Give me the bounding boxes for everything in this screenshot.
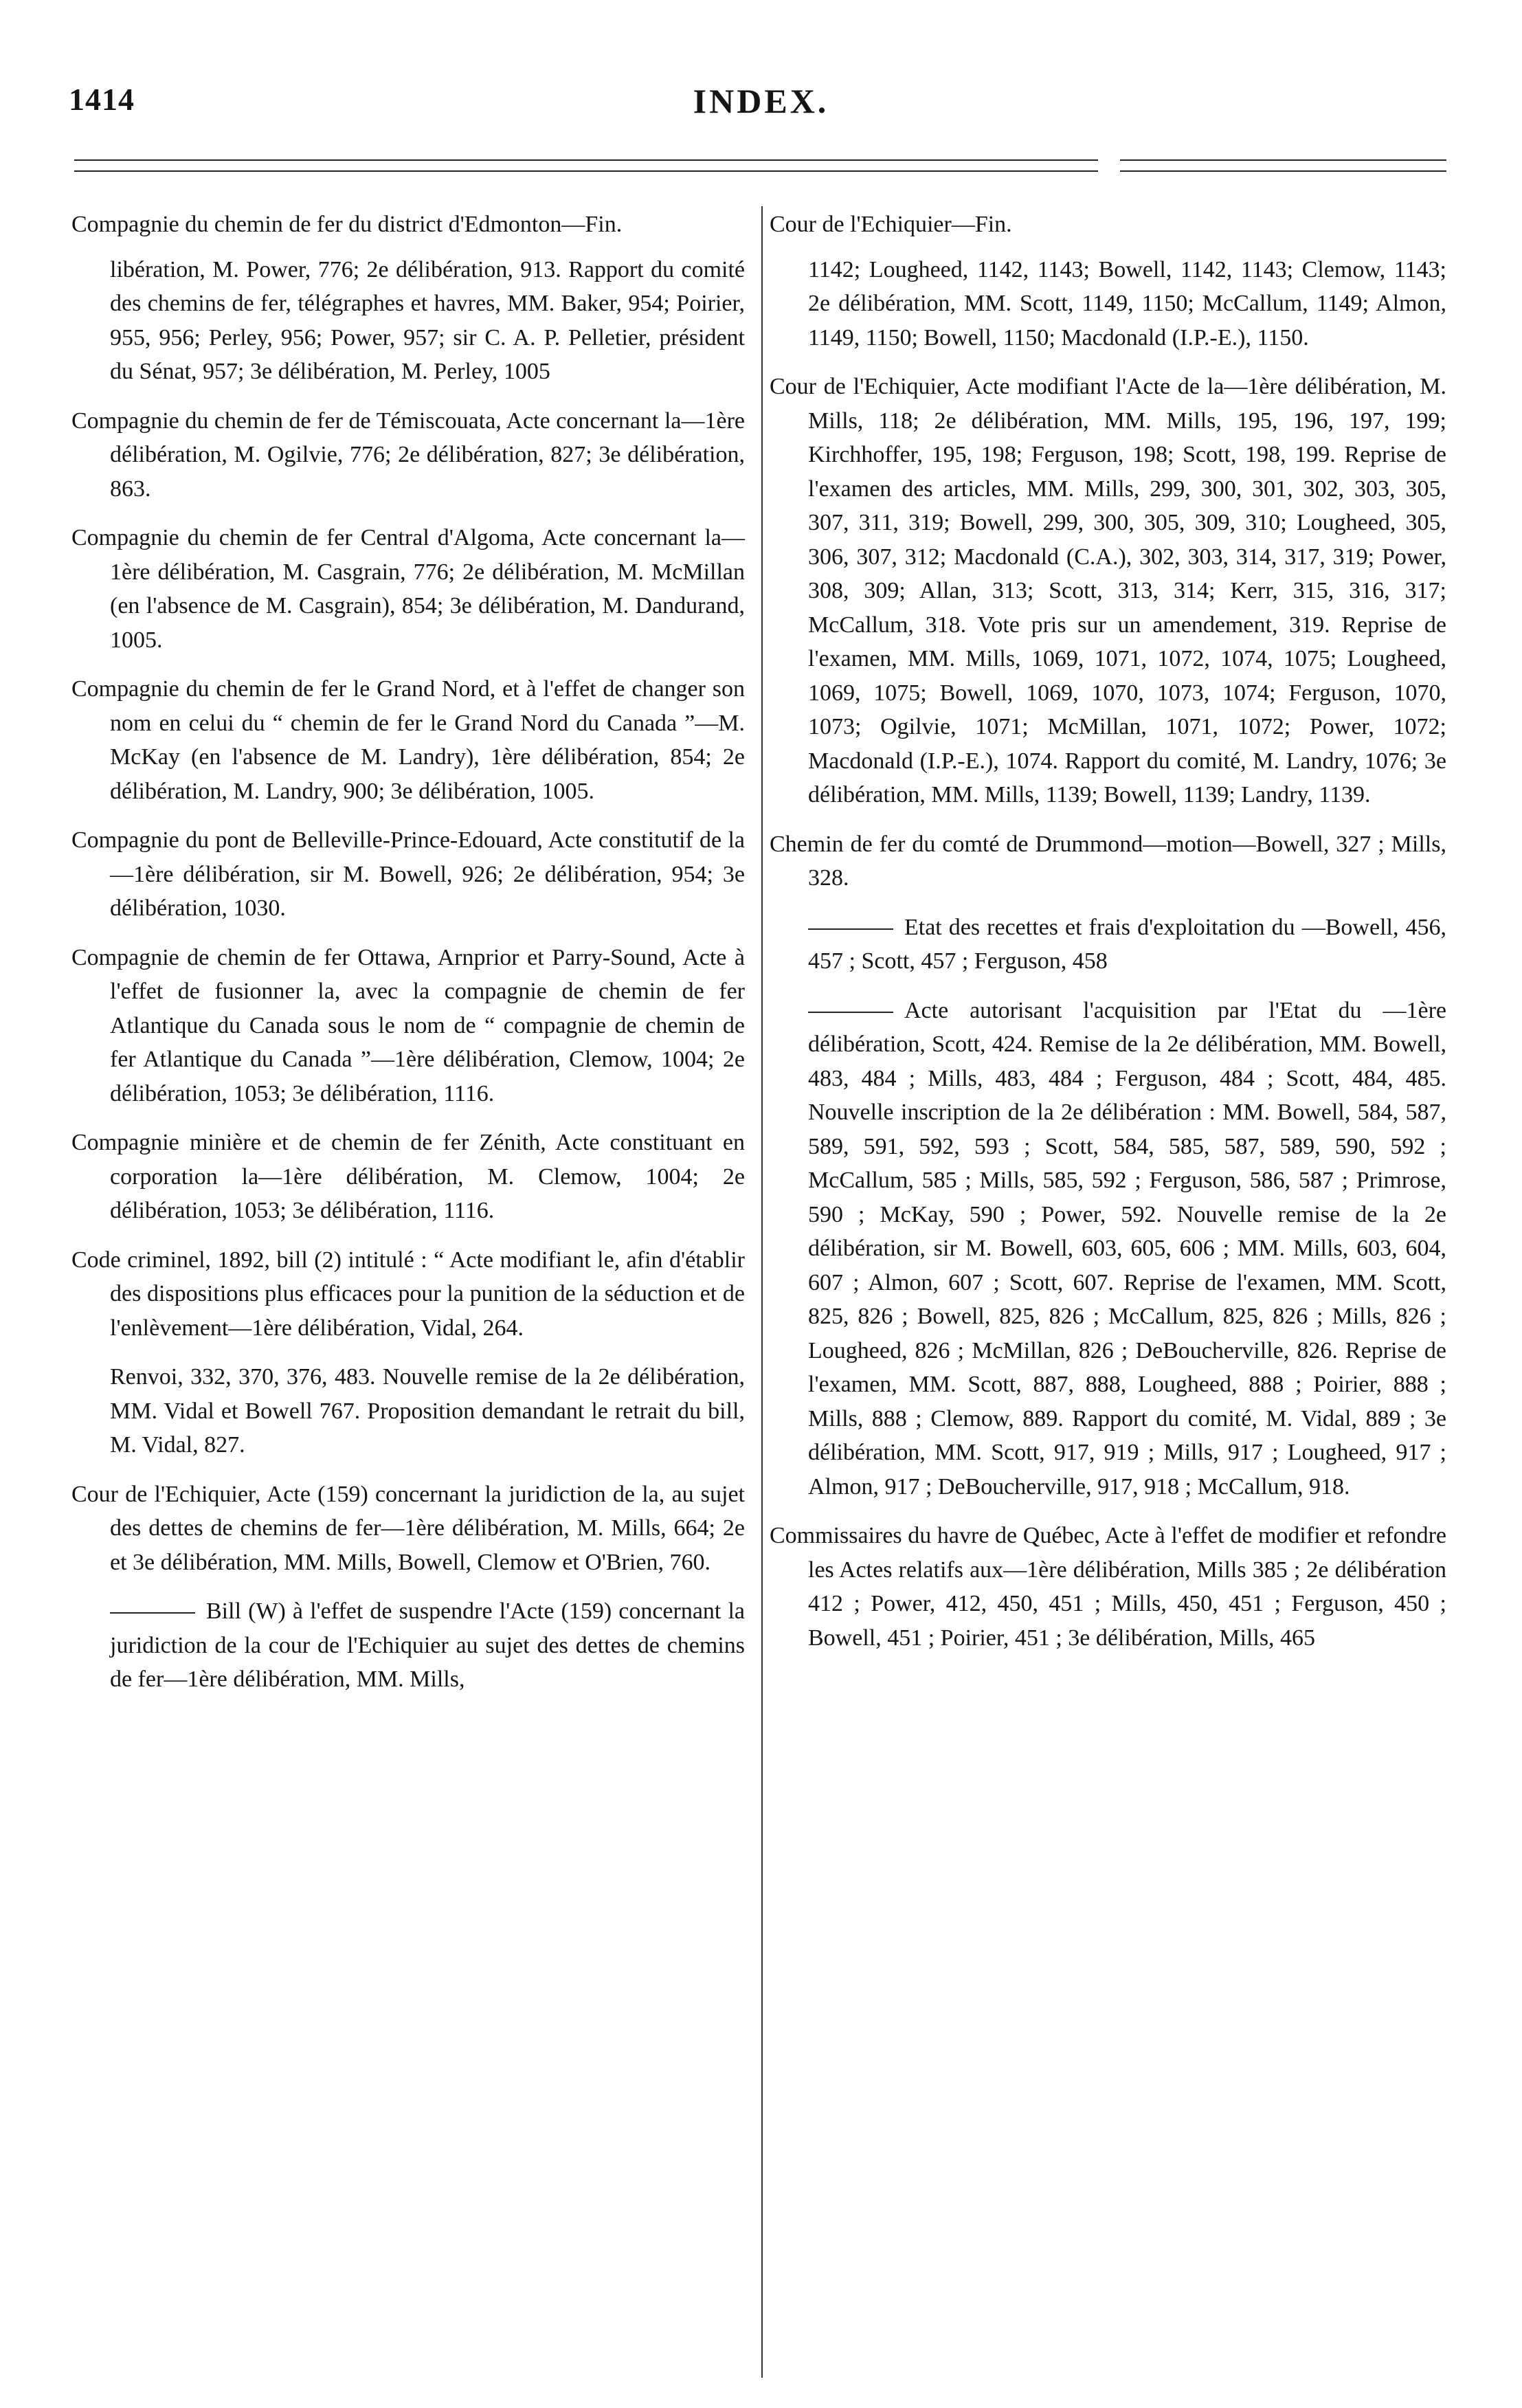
index-dash-entry xyxy=(71,1594,745,1697)
header-rule xyxy=(1120,159,1446,161)
index-dash-entry xyxy=(770,994,1446,1504)
index-entry-continuation: 1142; Lougheed, 1142, 1143; Bowell, 1142, 1143; Clemow, 1143; 2e délibération, MM. Scott, 1149, 1150; McCallum, 1149; Almon, 1149, 1150; Bowell, 1150; Macdonald (I.P.-E.), 1150. xyxy=(808,256,1446,350)
right-column xyxy=(770,208,1446,1670)
column-divider xyxy=(761,206,763,2378)
dash-entry-text: Etat des recettes et frais d'exploitation du —Bowell, 456, 457 ; Scott, 457 ; Ferguson, 458 xyxy=(808,914,1446,974)
header-rule xyxy=(74,170,1098,172)
index-dash-entry xyxy=(770,911,1446,979)
page-title: INDEX. xyxy=(693,82,829,120)
index-entry: Compagnie du chemin de fer Central d'Algoma, Acte concernant la—1ère délibération, M. Casgrain, 776; 2e délibération, M. McMillan (en l'absence de M. Casgrain), 854; 3e délibération, M. Dandurand, 1005. xyxy=(71,525,745,653)
ditto-dash xyxy=(110,1612,195,1614)
index-entry: Compagnie du chemin de fer le Grand Nord, et à l'effet de changer son nom en celui du “ chemin de fer le Grand Nord du Canada ”—M. McKay (en l'absence de M. Landry), 1ère délibération, 854; 2e délibération, M. Landry, 900; 3e délibération, 1005. xyxy=(71,676,745,804)
index-entry-continued-heading: Compagnie du chemin de fer du district d'Edmonton—Fin. xyxy=(71,212,623,237)
index-entry: Commissaires du havre de Québec, Acte à l'effet de modifier et refondre les Actes relatifs aux—1ère délibération, Mills 385 ; 2e délibération 412 ; Power, 412, 450, 451 ; Mills, 450, 451 ; Ferguson, 450 ; Bowell, 451 ; Poirier, 451 ; 3e délibération, Mills, 465 xyxy=(770,1523,1446,1651)
index-entry: Chemin de fer du comté de Drummond—motion—Bowell, 327 ; Mills, 328. xyxy=(770,831,1446,891)
index-subentry: Renvoi, 332, 370, 376, 483. Nouvelle remise de la 2e délibération, MM. Vidal et Bowell 767. Proposition demandant le retrait du bill, M. Vidal, 827. xyxy=(110,1364,745,1458)
index-entry-continued-heading: Cour de l'Echiquier—Fin. xyxy=(770,212,1012,237)
index-entry: Compagnie de chemin de fer Ottawa, Arnprior et Parry-Sound, Acte à l'effet de fusionner la, avec la compagnie de chemin de fer Atlantique du Canada sous le nom de “ compagnie de chemin de fer Atlantique du Canada ”—1ère délibération, Clemow, 1004; 2e délibération, 1053; 3e délibération, 1116. xyxy=(71,944,745,1106)
dash-entry-text: Bill (W) à l'effet de suspendre l'Acte (159) concernant la juridiction de la cour de l'Echiquier au sujet des dettes de chemins de fer—1ère délibération, MM. Mills, xyxy=(110,1598,745,1692)
header-rule xyxy=(74,159,1098,161)
index-entry: Compagnie du chemin de fer de Témiscouata, Acte concernant la—1ère délibération, M. Ogilvie, 776; 2e délibération, 827; 3e délibération, 863. xyxy=(71,408,745,502)
index-entry: Compagnie du pont de Belleville-Prince-Edouard, Acte constitutif de la—1ère délibération, sir M. Bowell, 926; 2e délibération, 954; 3e délibération, 1030. xyxy=(71,827,745,921)
header-rule xyxy=(1120,170,1446,172)
ditto-dash xyxy=(808,928,893,930)
index-entry: Compagnie minière et de chemin de fer Zénith, Acte constituant en corporation la—1ère délibération, M. Clemow, 1004; 2e délibération, 1053; 3e délibération, 1116. xyxy=(71,1130,745,1223)
dash-entry-text: Acte autorisant l'acquisition par l'Etat du —1ère délibération, Scott, 424. Remise de la 2e délibération, MM. Bowell, 483, 484 ; Mills, 483, 484 ; Ferguson, 484 ; Scott, 484, 485. Nouvelle inscription de la 2e délibération : MM. Bowell, 584, 587, 589, 591, 592, 593 ; Scott, 584, 585, 587, 589, 590, 592 ; McCallum, 585 ; Mills, 585, 592 ; Ferguson, 586, 587 ; Primrose, 590 ; McKay, 590 ; Power, 592. Nouvelle remise de la 2e délibération, sir M. Bowell, 603, 605, 606 ; MM. Mills, 603, 604, 607 ; Almon, 607 ; Scott, 607. Reprise de l'examen, MM. Scott, 825, 826 ; Bowell, 825, 826 ; McCallum, 825, 826 ; Mills, 826 ; Lougheed, 826 ; McMillan, 826 ; DeBoucherville, 826. Reprise de l'examen, MM. Scott, 887, 888, Lougheed, 888 ; Poirier, 888 ; Mills, 888 ; Clemow, 889. Rapport du comité, M. Vidal, 889 ; 3e délibération, MM. Scott, 917, 919 ; Mills, 917 ; Lougheed, 917 ; Almon, 917 ; DeBoucherville, 917, 918 ; McCallum, 918. xyxy=(808,997,1446,1500)
ditto-dash xyxy=(808,1012,893,1013)
index-entry: Code criminel, 1892, bill (2) intitulé : “ Acte modifiant le, afin d'établir des dispositions plus efficaces pour la punition de la séduction et de l'enlèvement—1ère délibération, Vidal, 264. xyxy=(71,1247,745,1341)
page-number: 1414 xyxy=(69,82,135,117)
left-column xyxy=(71,208,745,1712)
index-entry: Cour de l'Echiquier, Acte (159) concernant la juridiction de la, au sujet des dettes de chemins de fer—1ère délibération, M. Mills, 664; 2e et 3e délibération, MM. Mills, Bowell, Clemow et O'Brien, 760. xyxy=(71,1481,745,1575)
index-entry-continuation: libération, M. Power, 776; 2e délibération, 913. Rapport du comité des chemins de fer, télégraphes et havres, MM. Baker, 954; Poirier, 955, 956; Perley, 956; Power, 957; sir C. A. P. Pelletier, président du Sénat, 957; 3e délibération, M. Perley, 1005 xyxy=(110,256,745,384)
index-entry: Cour de l'Echiquier, Acte modifiant l'Acte de la—1ère délibération, M. Mills, 118; 2e délibération, MM. Mills, 195, 196, 197, 199; Kirchhoffer, 195, 198; Ferguson, 198; Scott, 198, 199. Reprise de l'examen des articles, MM. Mills, 299, 300, 301, 302, 303, 305, 307, 311, 319; Bowell, 299, 300, 305, 309, 310; Lougheed, 305, 306, 307, 312; Macdonald (C.A.), 302, 303, 314, 317, 319; Power, 308, 309; Allan, 313; Scott, 313, 314; Kerr, 315, 316, 317; McCallum, 318. Vote pris sur un amendement, 319. Reprise de l'examen, MM. Mills, 1069, 1071, 1072, 1074, 1075; Lougheed, 1069, 1075; Bowell, 1069, 1070, 1073, 1074; Ferguson, 1070, 1073; Ogilvie, 1071; McMillan, 1071, 1072; Power, 1072; Macdonald (I.P.-E.), 1074. Rapport du comité, M. Landry, 1076; 3e délibération, MM. Mills, 1139; Bowell, 1139; Landry, 1139. xyxy=(770,374,1446,807)
